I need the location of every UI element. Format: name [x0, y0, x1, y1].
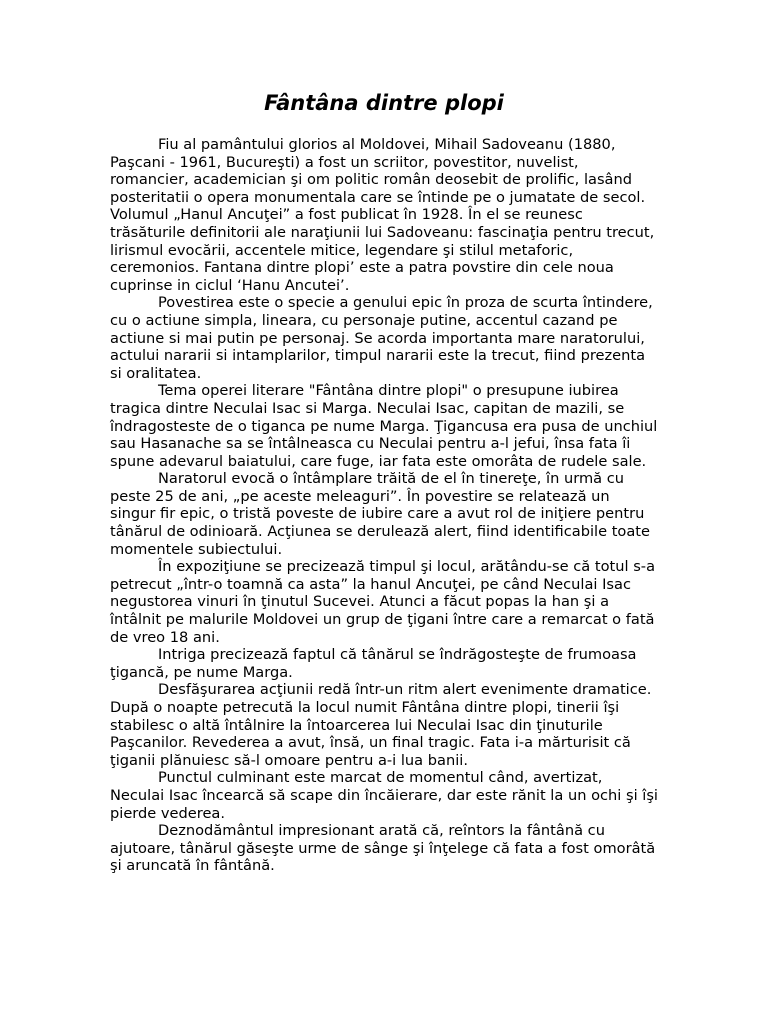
document-title: Fântâna dintre plopi: [264, 91, 504, 115]
paragraph-species: Povestirea este o specie a genului epic în proza de scurta întindere, cu o actiune simpla, lineara, cu personaje putine, accentul cazand pe actiune si mai putin pe personaj. Se acorda importanta mare naratorului, actului nararii si intamplarilor, timpul nararii este la trecut, fiind prezenta si oralitatea.: [110, 294, 653, 382]
document-body: [110, 136, 658, 875]
paragraph-denouement: Deznodământul impresionant arată că, reîntors la fântână cu ajutoare, tânărul găseşte urme de sânge şi înţelege că fata a fost omorâtă şi aruncată în fântână.: [110, 822, 656, 875]
paragraph-exposition: În expoziţiune se precizează timpul şi locul, arătându-se că totul s-a petrecut „într-o toamnă ca asta” la hanul Ancuţei, pe când Neculai Isac negustorea vinuri în ţinutul Sucevei. Atunci a făcut popas la han şi a întâlnit pe malurile Moldovei un grup de ţigani între care a remarcat o fată de vreo 18 ani.: [110, 558, 656, 646]
paragraph-narrator: Naratorul evocă o întâmplare trăită de el în tinereţe, în urmă cu peste 25 de ani, „pe aceste meleaguri”. În povestire se relatează un singur fir epic, o tristă poveste de iubire care a avut rol de iniţiere pentru tânărul de odinioară. Acţiunea se derulează alert, fiind identificabile toate momentele subiectului.: [110, 470, 650, 558]
paragraph-theme: Tema operei literare "Fântâna dintre plopi" o presupune iubirea tragica dintre Neculai Isac si Marga. Neculai Isac, capitan de mazili, se îndragosteste de o tiganca pe nume Marga. Ţigancusa era pusa de unchiul sau Hasanache sa se întâlneasca cu Neculai pentru a-l jefui, însa fata îi spune adevarul baiatului, care fuge, iar fata este omorâta de rudele sale.: [110, 382, 658, 470]
paragraph-intro: Fiu al pamântului glorios al Moldovei, Mihail Sadoveanu (1880, Paşcani - 1961, Bucureşti) a fost un scriitor, povestitor, nuvelist, romancier, academician şi om politic român deosebit de prolific, lasând posteritatii o opera monumentala care se întinde pe o jumatate de secol. Volumul „Hanul Ancuţei” a fost publicat în 1928. În el se reunesc trăsăturile definitorii ale naraţiunii lui Sadoveanu: fascinaţia pentru trecut, lirismul evocării, accentele mitice, legendare şi stilul metaforic, ceremonios. Fantana dintre plopi’ este a patra povstire din cele noua cuprinse in ciclul ‘Hanu Ancutei’.: [110, 136, 655, 294]
paragraph-development: Desfăşurarea acţiunii redă într-un ritm alert evenimente dramatice. După o noapte petrecută la locul numit Fântâna dintre plopi, tinerii îşi stabilesc o altă întâlnire la întoarcerea lui Neculai Isac din ţinuturile Paşcanilor. Revederea a avut, însă, un final tragic. Fata i-a mărturisit că ţiganii plănuiesc să-l omoare pentru a-i lua banii.: [110, 681, 652, 769]
paragraph-intrigue: Intriga precizează faptul că tânărul se îndrăgosteşte de frumoasa ţigancă, pe nume Marga.: [110, 646, 637, 681]
paragraph-climax: Punctul culminant este marcat de momentul când, avertizat, Neculai Isac încearcă să scape din încăierare, dar este rănit la un ochi şi îşi pierde vederea.: [110, 769, 658, 822]
